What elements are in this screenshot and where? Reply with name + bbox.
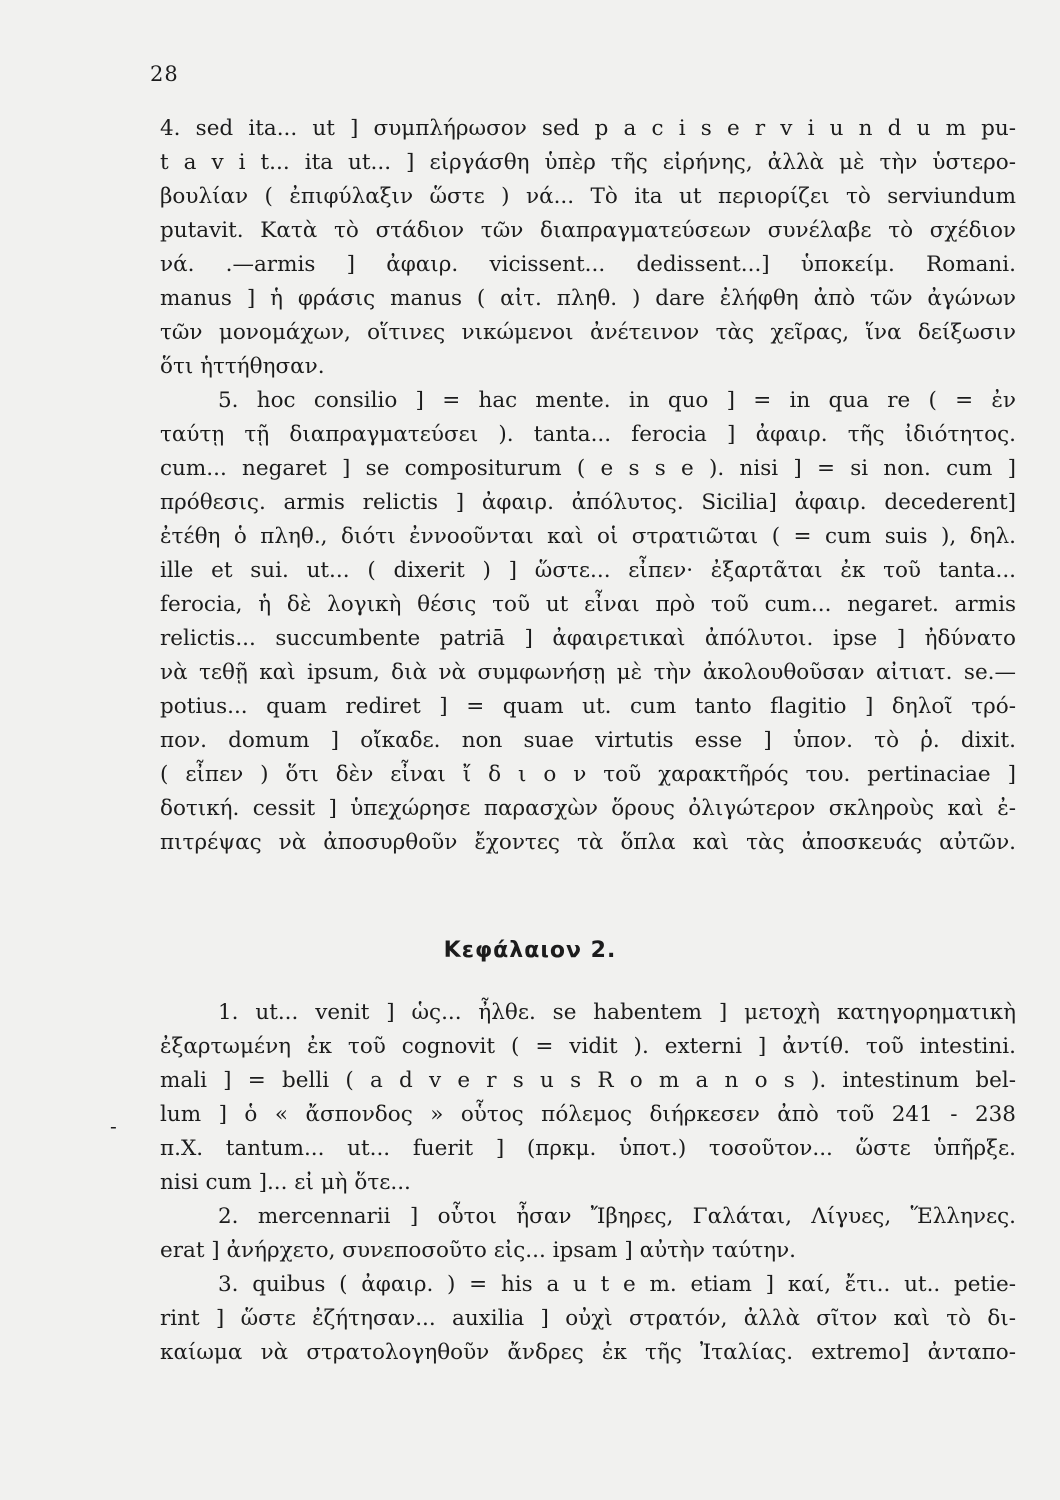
text-line: π.Χ. tantum... ut... fuerit ] (πρκμ. ὑποτ.) τοσοῦτον... ὥστε ὑπῆρξε. [160,1136,1016,1161]
text-line: ille et sui. ut... ( dixerit ) ] ὥστε... εἶπεν· ἐξαρτᾶται ἐκ τοῦ tanta... [160,558,1016,583]
text-line: rint ] ὥστε ἐζήτησαν... auxilia ] οὐχὶ στρατόν, ἀλλὰ σῖτον καὶ τὸ δι- [160,1306,1016,1331]
section-1-text [160,112,1016,860]
margin-mark: - [110,1114,117,1138]
text-line: erat ] ἀνήρχετο, συνεποσοῦτο εἰς... ipsam ] αὐτὴν ταύτην. [160,1238,797,1263]
text-line: t a v i t... ita ut... ] εἰργάσθη ὑπὲρ τῆς εἰρήνης, ἀλλὰ μὲ τὴν ὑστερο- [160,150,1016,175]
text-line: ταύτῃ τῇ διαπραγματεύσει ). tanta... ferocia ] ἀφαιρ. τῆς ἰδιότητος. [160,422,1016,447]
text-line: 4. sed ita... ut ] συμπλήρωσον sed p a c i s e r v i u n d u m pu- [160,116,1016,141]
text-line: νά. .—armis ] ἀφαιρ. vicissent... dedissent...] ὑποκείμ. Romani. [160,252,1016,277]
text-line: 5. hoc consilio ] = hac mente. in quo ] = in qua re ( = ἐν [218,388,1016,413]
text-line: 2. mercennarii ] οὗτοι ἦσαν Ἴβηρες, Γαλάται, Λίγυες, Ἕλληνες. [218,1204,1016,1229]
text-line: ὅτι ἡττήθησαν. [160,354,325,379]
text-line: putavit. Κατὰ τὸ στάδιον τῶν διαπραγματεύσεων συνέλαβε τὸ σχέδιον [160,218,1016,243]
text-line: ἐτέθη ὁ πληθ., διότι ἐννοοῦνται καὶ οἱ στρατιῶται ( = cum suis ), δηλ. [160,524,1016,549]
text-line: βουλίαν ( ἐπιφύλαξιν ὥστε ) νά... Τὸ ita ut περιορίζει τὸ serviundum [160,184,1016,209]
text-line: ferocia, ἡ δὲ λογικὴ θέσις τοῦ ut εἶναι πρὸ τοῦ cum... negaret. armis [160,592,1016,617]
text-line: 1. ut... venit ] ὡς... ἦλθε. se habentem ] μετοχὴ κατηγορηματικὴ [218,1000,1016,1025]
text-line: 3. quibus ( ἀφαιρ. ) = his a u t e m. etiam ] καί, ἔτι.. ut.. petie- [218,1272,1016,1297]
text-line: lum ] ὁ « ἄσπονδος » οὗτος πόλεμος διήρκεσεν ἀπὸ τοῦ 241 - 238 [160,1102,1016,1127]
text-line: ἐξαρτωμένη ἐκ τοῦ cognovit ( = vidit ). externi ] ἀντίθ. τοῦ intestini. [160,1034,1016,1059]
text-line: πρόθεσις. armis relictis ] ἀφαιρ. ἀπόλυτος. Sicilia] ἀφαιρ. decederent] [160,490,1016,515]
chapter-heading: Κεφάλαιον 2. [443,938,617,963]
page-number: 28 [150,62,179,86]
text-line: καίωμα νὰ στρατολογηθοῦν ἄνδρες ἐκ τῆς Ἰταλίας. extremo] ἀνταπο- [160,1340,1016,1365]
text-line: relictis... succumbente patriā ] ἀφαιρετικαὶ ἀπόλυτοι. ipse ] ἠδύνατο [160,626,1016,651]
text-line: πον. domum ] οἴκαδε. non suae virtutis esse ] ὑπον. τὸ ῥ. dixit. [160,728,1016,753]
text-line: ( εἶπεν ) ὅτι δὲν εἶναι ἴ δ ι ο ν τοῦ χαρακτῆρός του. pertinaciae ] [160,762,1016,787]
text-line: mali ] = belli ( a d v e r s u s R o m a n o s ). intestinum bel- [160,1068,1016,1093]
text-line: πιτρέψας νὰ ἀποσυρθοῦν ἔχοντες τὰ ὅπλα καὶ τὰς ἀποσκευάς αὐτῶν. [160,830,1016,855]
text-line: cum... negaret ] se compositurum ( e s s e ). nisi ] = si non. cum ] [160,456,1016,481]
text-line: potius... quam rediret ] = quam ut. cum tanto flagitio ] δηλοῖ τρό- [160,694,1016,719]
text-line: τῶν μονομάχων, οἵτινες νικώμενοι ἀνέτεινον τὰς χεῖρας, ἵνα δείξωσιν [160,320,1016,345]
section-2-text [160,996,1016,1370]
text-line: manus ] ἡ φράσις manus ( αἰτ. πληθ. ) dare ἐλήφθη ἀπὸ τῶν ἀγώνων [160,286,1016,311]
text-line: nisi cum ]... εἰ μὴ ὅτε... [160,1170,411,1195]
text-line: νὰ τεθῇ καὶ ipsum, διὰ νὰ συμφωνήσῃ μὲ τὴν ἀκολουθοῦσαν αἰτιατ. se.— [160,660,1016,685]
text-line: δοτική. cessit ] ὑπεχώρησε παρασχὼν ὅρους ὀλιγώτερον σκληροὺς καὶ ἐ- [160,796,1016,821]
